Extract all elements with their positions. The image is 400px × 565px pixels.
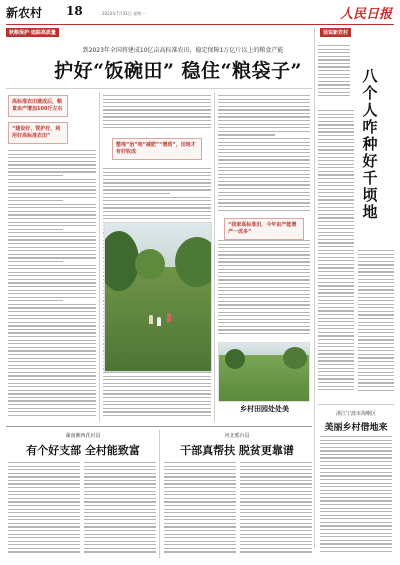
story1-kicker: 湖南湘西花垣县 (65, 433, 101, 439)
story1-headline: 有个好支部 全村能致富 (26, 444, 140, 457)
column-tag-right: 话说新农村 (320, 28, 351, 37)
photo-caption: 乡村田园处处美 (240, 404, 289, 413)
right-sub-kicker: 浙江宁波市海曙区 (335, 411, 376, 417)
article-body-col2-top (103, 95, 211, 133)
divider (6, 88, 312, 89)
column-rule (159, 430, 160, 558)
quote-box-3 (112, 138, 202, 160)
article-body-col3-lower (218, 240, 310, 340)
column-rule (314, 28, 315, 548)
quote-box-4 (224, 218, 304, 240)
newspaper-logo: 人民日报 (339, 7, 392, 22)
story2-body-b (240, 462, 312, 558)
quote-text: “我家高标准田，今年亩产能增产一成多” (228, 222, 297, 235)
divider (6, 426, 312, 427)
page-number: 18 (66, 4, 83, 18)
story2-kicker: 河北邢台县 (224, 433, 250, 439)
article-body-col3 (218, 95, 310, 215)
column-rule (214, 92, 215, 422)
quote-text: 高标准农田建成后，粮食亩产增加100斤左右 (12, 99, 63, 112)
lead-kicker: 到2023年全国将建成10亿亩高标准农田，稳定保障1万亿斤以上的粮食产能 (82, 47, 284, 54)
story2-body-a (164, 462, 236, 558)
quote-box-1 (8, 95, 68, 117)
column-tag-left: 秋粮保护·追踪高质量 (6, 28, 59, 37)
field-photo (104, 222, 212, 372)
masthead (6, 3, 394, 25)
right-sub-headline: 美丽乡村借地来 (324, 423, 388, 433)
story1-body-b (84, 462, 156, 558)
article-body-col1 (8, 150, 96, 420)
quote-text: “建设好、管护好、利用好高标准农田” (12, 126, 61, 139)
quote-text: 整地“治”地“减肥”“增质”，田地才有好收成 (116, 142, 196, 155)
field-photo-2 (218, 342, 310, 402)
story1-body-a (8, 462, 80, 558)
column-rule (99, 92, 100, 422)
right-column-title: 八个人咋种好千顷地 (362, 67, 378, 221)
side-note-text (318, 45, 350, 105)
right-sub-article-body (320, 436, 392, 560)
quote-box-2 (8, 122, 68, 144)
issue-date: 2023年7月31日 星期一 (102, 11, 146, 16)
right-article-body (318, 110, 354, 390)
section-title: 新农村 (6, 6, 43, 20)
lead-headline: 护好“饭碗田” 稳住“粮袋子” (54, 60, 302, 82)
divider (318, 404, 394, 405)
right-article-body-2 (358, 250, 394, 400)
story2-headline: 干部真帮扶 脱贫更靠谱 (180, 444, 294, 457)
